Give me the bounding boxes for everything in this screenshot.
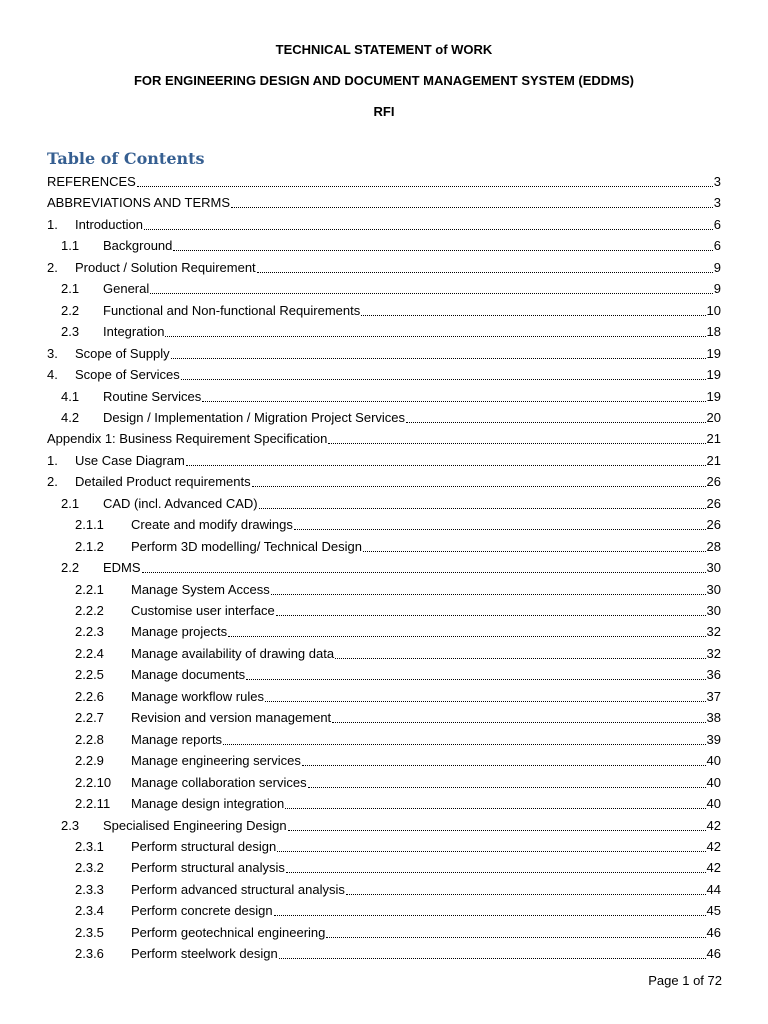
toc-entry-page: 46 bbox=[706, 924, 721, 940]
toc-entry[interactable] bbox=[61, 492, 721, 512]
toc-entry-title: EDMS bbox=[103, 560, 141, 576]
toc-leader-dots bbox=[231, 195, 713, 208]
toc-entry-page: 30 bbox=[706, 581, 721, 597]
toc-entry-page: 39 bbox=[706, 731, 721, 747]
toc-entry-page: 9 bbox=[713, 281, 721, 297]
toc-entry-title: Perform structural design bbox=[131, 838, 277, 854]
toc-entry-title: Manage design integration bbox=[131, 796, 285, 812]
toc-entry-title: Manage workflow rules bbox=[131, 688, 264, 704]
toc-leader-dots bbox=[271, 582, 706, 595]
toc-leader-dots bbox=[346, 882, 706, 895]
toc-entry[interactable] bbox=[75, 728, 721, 748]
toc-entry-number: 1. bbox=[47, 452, 58, 468]
toc-entry-page: 6 bbox=[713, 216, 721, 232]
toc-entry-title: Use Case Diagram bbox=[75, 452, 185, 468]
toc-entry-page: 30 bbox=[706, 603, 721, 618]
toc-leader-dots bbox=[202, 389, 705, 402]
toc-entry[interactable] bbox=[75, 706, 721, 726]
toc-entry-title: Perform structural analysis bbox=[131, 860, 285, 876]
toc-entry-title: Specialised Engineering Design bbox=[103, 817, 287, 833]
toc-leader-dots bbox=[302, 753, 706, 766]
toc-entry-number: 1.1 bbox=[61, 238, 80, 254]
toc-entry-number: 2.3.3 bbox=[75, 881, 104, 897]
toc-entry-title: Create and modify drawings bbox=[131, 517, 293, 533]
toc-entry-page: 37 bbox=[706, 688, 721, 704]
toc-entry-title: Manage reports bbox=[131, 731, 223, 747]
toc-entry-page: 32 bbox=[706, 624, 721, 640]
toc-entry[interactable] bbox=[61, 406, 721, 426]
toc-entry[interactable] bbox=[61, 299, 721, 319]
toc-entry[interactable] bbox=[61, 814, 721, 834]
toc-entry[interactable] bbox=[47, 363, 721, 383]
toc-entry-title: Background bbox=[103, 238, 173, 254]
toc-entry-title: ABBREVIATIONS AND TERMS bbox=[47, 195, 231, 211]
toc-entry[interactable] bbox=[75, 835, 721, 855]
toc-entry[interactable] bbox=[61, 320, 721, 340]
toc-entry-title: Revision and version management bbox=[131, 710, 332, 726]
toc-entry-title: Scope of Services bbox=[75, 367, 180, 383]
toc-entry[interactable] bbox=[75, 749, 721, 769]
toc-entry[interactable] bbox=[61, 385, 721, 405]
toc-entry-number: 2.3 bbox=[61, 324, 80, 340]
toc-entry-page: 40 bbox=[706, 774, 721, 790]
toc-leader-dots bbox=[150, 281, 713, 294]
toc-entry-title: Manage availability of drawing data bbox=[131, 645, 335, 661]
toc-entry-number: 2.2.11 bbox=[75, 796, 111, 812]
toc-entry[interactable] bbox=[75, 535, 721, 555]
toc-entry-title: Perform steelwork design bbox=[131, 946, 278, 962]
toc-leader-dots bbox=[332, 710, 705, 723]
toc-entry-title: Customise user interface bbox=[131, 603, 275, 618]
toc-entry[interactable] bbox=[75, 771, 721, 791]
toc-entry-number: 2. bbox=[47, 474, 58, 490]
toc-entry-title: CAD (incl. Advanced CAD) bbox=[103, 495, 258, 511]
toc-entry[interactable] bbox=[75, 620, 721, 640]
toc-entry-title: Product / Solution Requirement bbox=[75, 259, 256, 275]
toc-entry-title: Manage documents bbox=[131, 667, 246, 683]
toc-entry-number: 2.3 bbox=[61, 817, 80, 833]
toc-entry[interactable] bbox=[47, 256, 721, 276]
toc-entry[interactable] bbox=[75, 642, 721, 662]
toc-entry-title: Perform advanced structural analysis bbox=[131, 881, 345, 897]
toc-leader-dots bbox=[144, 217, 713, 230]
toc-entry-number: 2.2.1 bbox=[75, 581, 104, 597]
toc-entry[interactable] bbox=[47, 342, 721, 362]
toc-entry[interactable] bbox=[75, 663, 721, 683]
toc-entry-number: 4. bbox=[47, 367, 58, 383]
toc-heading: Table of Contents bbox=[47, 149, 205, 168]
toc-leader-dots bbox=[228, 624, 705, 637]
toc-entry-number: 3. bbox=[47, 345, 58, 361]
toc-entry-number: 2.3.6 bbox=[75, 946, 104, 962]
toc-leader-dots bbox=[173, 238, 712, 251]
toc-entry-page: 28 bbox=[706, 538, 721, 554]
toc-entry-number: 2.2 bbox=[61, 302, 80, 318]
toc-entry-page: 26 bbox=[706, 517, 721, 533]
toc-leader-dots bbox=[257, 260, 713, 273]
toc-entry-page: 3 bbox=[713, 174, 721, 189]
toc-entry[interactable] bbox=[47, 213, 721, 233]
toc-entry-page: 18 bbox=[706, 324, 721, 340]
toc-leader-dots bbox=[171, 346, 706, 359]
toc-entry-title: Integration bbox=[103, 324, 165, 340]
page-number: Page 1 of 72 bbox=[648, 973, 722, 988]
toc-entry[interactable] bbox=[47, 170, 721, 190]
toc-entry[interactable] bbox=[47, 470, 721, 490]
toc-entry-page: 38 bbox=[706, 710, 721, 726]
toc-entry-number: 2.3.5 bbox=[75, 924, 104, 940]
toc-entry-title: Perform concrete design bbox=[131, 903, 273, 919]
toc-entry-number: 2.1 bbox=[61, 495, 80, 511]
toc-entry-page: 20 bbox=[706, 409, 721, 425]
toc-entry-number: 2.2.9 bbox=[75, 753, 104, 769]
toc-entry-page: 42 bbox=[706, 860, 721, 876]
toc-entry[interactable] bbox=[75, 921, 721, 941]
toc-entry-number: 1. bbox=[47, 216, 58, 232]
toc-entry-number: 2.3.4 bbox=[75, 903, 104, 919]
toc-entry-page: 21 bbox=[706, 431, 721, 447]
toc-entry-title: REFERENCES bbox=[47, 174, 136, 189]
toc-entry[interactable] bbox=[75, 899, 721, 919]
toc-entry-page: 19 bbox=[706, 367, 721, 383]
toc-leader-dots bbox=[294, 517, 706, 530]
toc-leader-dots bbox=[142, 560, 706, 573]
toc-entry-page: 26 bbox=[706, 495, 721, 511]
toc-leader-dots bbox=[308, 775, 706, 788]
toc-entry-title: Manage engineering services bbox=[131, 753, 301, 769]
toc-entry-title: Introduction bbox=[75, 216, 143, 232]
toc-entry-page: 36 bbox=[706, 667, 721, 683]
toc-entry[interactable] bbox=[75, 513, 721, 533]
toc-entry-page: 9 bbox=[713, 259, 721, 275]
toc-entry-number: 2.2.2 bbox=[75, 603, 104, 618]
toc-leader-dots bbox=[335, 646, 705, 659]
toc-leader-dots bbox=[363, 539, 706, 552]
toc-entry-page: 40 bbox=[706, 753, 721, 769]
toc-entry-title: Appendix 1: Business Requirement Specification bbox=[47, 431, 328, 447]
toc-entry[interactable] bbox=[61, 556, 721, 576]
toc-entry-number: 2.3.1 bbox=[75, 838, 104, 854]
toc-entry-page: 21 bbox=[706, 452, 721, 468]
toc-entry-number: 2. bbox=[47, 259, 58, 275]
toc-leader-dots bbox=[326, 925, 705, 938]
toc-leader-dots bbox=[181, 367, 706, 380]
toc-entry-title: Design / Implementation / Migration Project Services bbox=[103, 409, 406, 425]
toc-leader-dots bbox=[223, 732, 705, 745]
toc-entry-title: Perform geotechnical engineering bbox=[131, 924, 326, 940]
toc-entry[interactable] bbox=[61, 277, 721, 297]
toc-leader-dots bbox=[265, 689, 706, 702]
toc-entry-title: Manage System Access bbox=[131, 581, 270, 597]
toc-entry-page: 46 bbox=[706, 946, 721, 962]
toc-leader-dots bbox=[137, 174, 713, 187]
toc-entry-page: 6 bbox=[713, 238, 721, 254]
document-type-label: RFI bbox=[373, 104, 395, 119]
toc-leader-dots bbox=[186, 453, 706, 466]
toc-leader-dots bbox=[279, 946, 706, 959]
toc-entry-page: 42 bbox=[706, 838, 721, 854]
toc-entry-title: Detailed Product requirements bbox=[75, 474, 251, 490]
toc-entry[interactable] bbox=[61, 234, 721, 254]
toc-leader-dots bbox=[276, 603, 706, 616]
toc-entry-number: 2.2.6 bbox=[75, 688, 104, 704]
toc-entry-page: 32 bbox=[706, 645, 721, 661]
toc-entry[interactable] bbox=[47, 449, 721, 469]
toc-entry-number: 2.2.5 bbox=[75, 667, 104, 683]
toc-entry-title: Scope of Supply bbox=[75, 345, 170, 361]
toc-entry[interactable] bbox=[75, 685, 721, 705]
toc-entry-page: 10 bbox=[706, 302, 721, 318]
toc-entry-number: 2.3.2 bbox=[75, 860, 104, 876]
toc-entry-page: 26 bbox=[706, 474, 721, 490]
toc-entry-page: 45 bbox=[706, 903, 721, 919]
toc-entry-page: 30 bbox=[706, 560, 721, 576]
toc-entry-title: Perform 3D modelling/ Technical Design bbox=[131, 538, 362, 554]
toc-entry[interactable] bbox=[75, 599, 721, 619]
toc-entry[interactable] bbox=[75, 942, 721, 962]
toc-entry-number: 2.2 bbox=[61, 560, 80, 576]
toc-leader-dots bbox=[361, 303, 705, 316]
toc-leader-dots bbox=[274, 903, 706, 916]
toc-entry-page: 44 bbox=[706, 881, 721, 897]
toc-entry-page: 42 bbox=[706, 817, 721, 833]
toc-leader-dots bbox=[277, 839, 705, 852]
document-subtitle: FOR ENGINEERING DESIGN AND DOCUMENT MANAGEMENT SYSTEM (EDDMS) bbox=[133, 73, 635, 88]
toc-leader-dots bbox=[165, 324, 705, 337]
toc-entry[interactable] bbox=[75, 878, 721, 898]
toc-entry-title: Routine Services bbox=[103, 388, 202, 404]
toc-entry[interactable] bbox=[75, 578, 721, 598]
toc-entry-number: 2.2.3 bbox=[75, 624, 104, 640]
toc-entry-page: 19 bbox=[706, 345, 721, 361]
toc-leader-dots bbox=[259, 496, 706, 509]
document-title: TECHNICAL STATEMENT of WORK bbox=[275, 42, 493, 57]
toc-entry-number: 2.2.4 bbox=[75, 645, 104, 661]
toc-leader-dots bbox=[288, 818, 706, 831]
toc-leader-dots bbox=[406, 410, 706, 423]
toc-entry-title: Functional and Non-functional Requirements bbox=[103, 302, 361, 318]
toc-entry[interactable] bbox=[75, 856, 721, 876]
toc-leader-dots bbox=[286, 860, 706, 873]
toc-entry-number: 4.2 bbox=[61, 409, 80, 425]
toc-entry-page: 19 bbox=[706, 388, 721, 404]
toc-entry-number: 2.1.2 bbox=[75, 538, 104, 554]
toc-entry-number: 2.2.7 bbox=[75, 710, 104, 726]
toc-entry[interactable] bbox=[75, 792, 721, 812]
toc-entry-page: 40 bbox=[706, 796, 721, 812]
toc-leader-dots bbox=[328, 431, 705, 444]
toc-entry-title: Manage collaboration services bbox=[131, 774, 307, 790]
toc-entry-page: 3 bbox=[713, 195, 721, 211]
toc-entry-title: Manage projects bbox=[131, 624, 228, 640]
toc-leader-dots bbox=[285, 796, 705, 809]
toc-entry[interactable] bbox=[47, 191, 721, 211]
toc-entry[interactable] bbox=[47, 427, 721, 447]
toc-entry-number: 2.2.8 bbox=[75, 731, 104, 747]
toc-entry-title: General bbox=[103, 281, 150, 297]
toc-leader-dots bbox=[246, 667, 705, 680]
toc-leader-dots bbox=[252, 474, 706, 487]
toc-entry-number: 2.2.10 bbox=[75, 774, 112, 790]
toc-entry-number: 2.1 bbox=[61, 281, 80, 297]
toc-entry-number: 4.1 bbox=[61, 388, 80, 404]
toc-entry-number: 2.1.1 bbox=[75, 517, 104, 533]
